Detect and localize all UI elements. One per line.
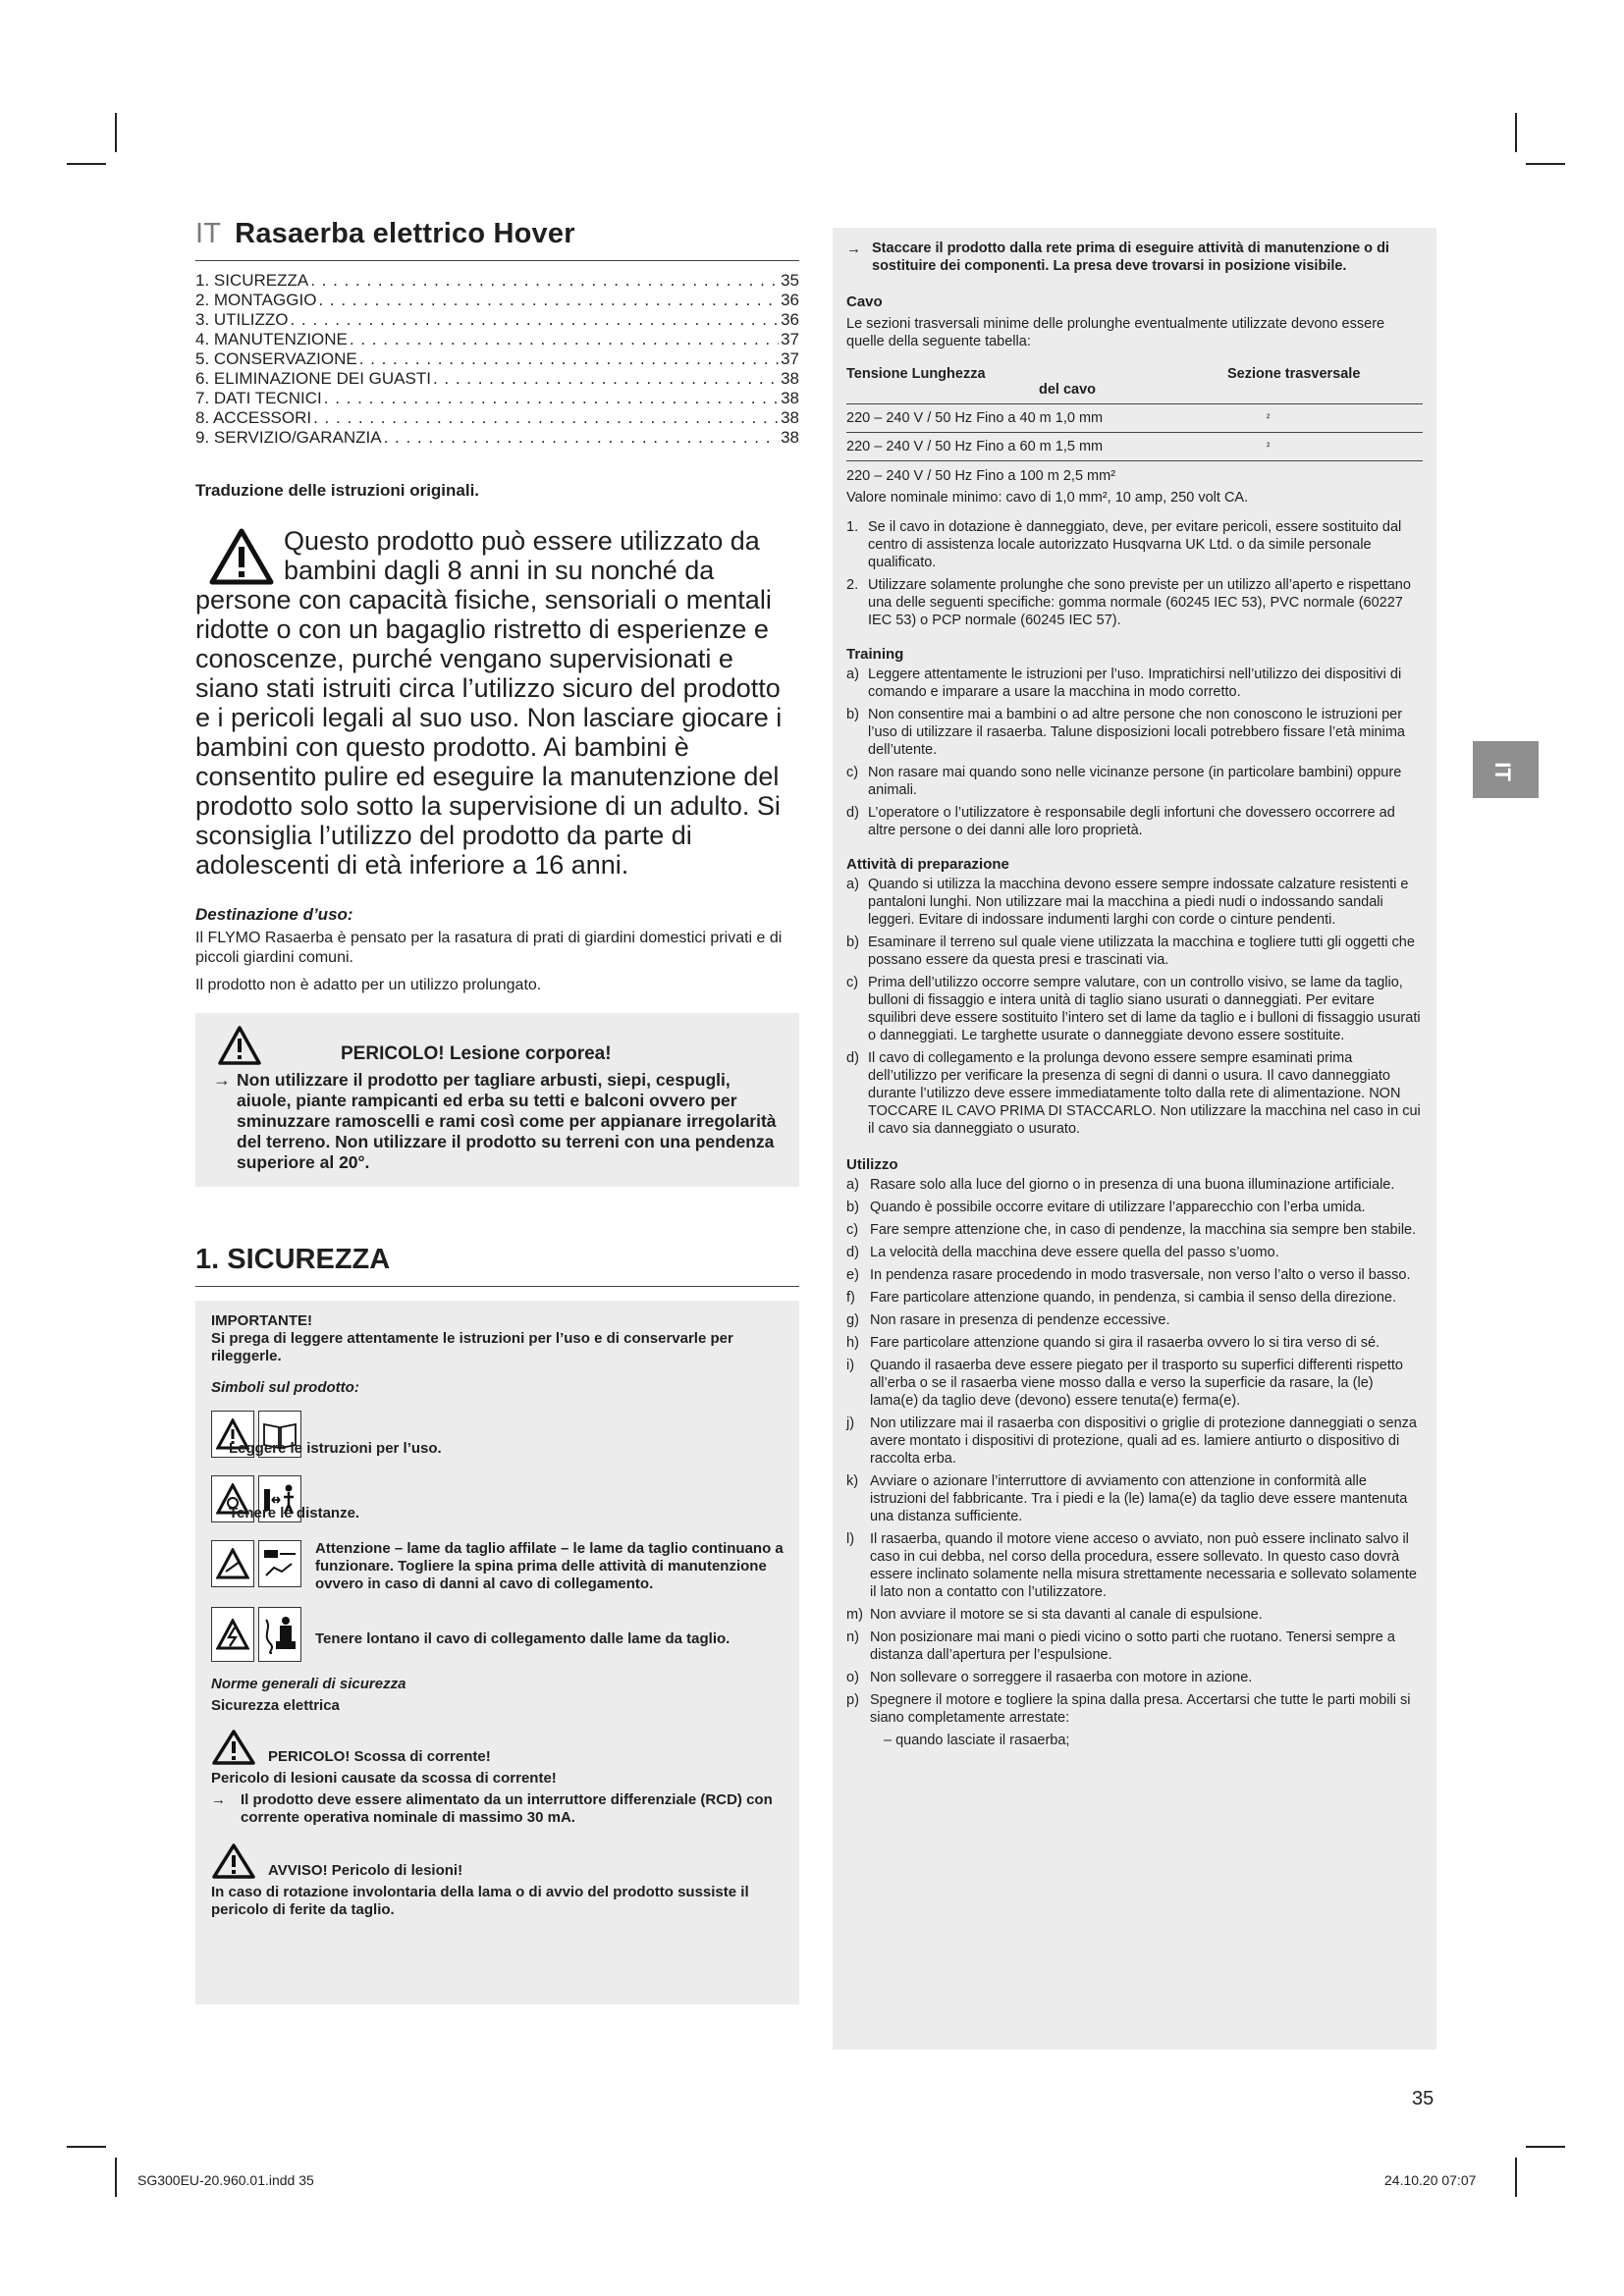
warning-icon [211, 1607, 254, 1662]
list-text: Se il cavo in dotazione è danneggiato, deve, per evitare pericoli, essere sostituito dal centro di assistenza locale autorizzato Husqvarna UK Ltd. o da simile personale qualificato. [868, 519, 1402, 570]
toc-row [195, 291, 799, 310]
list-item [846, 764, 1423, 799]
list-text: Non posizionare mai mani o piedi vicino o sotto parti che ruotano. Tenersi sempre a distanza dall’apertura per l’espulsione. [870, 1629, 1395, 1663]
title-rule [195, 260, 799, 261]
list-text: Fare particolare attenzione quando si gira il rasaerba ovvero lo si tira verso di sé. [870, 1335, 1380, 1351]
list-item [846, 1530, 1423, 1601]
sharp-blades-icon [258, 1540, 301, 1587]
toc-page: 38 [781, 369, 799, 388]
warning-icon [211, 1729, 256, 1766]
crop-mark [67, 163, 106, 165]
warning-icon [211, 1540, 254, 1587]
shock-subtitle: Pericolo di lesioni causate da scossa di corrente! [211, 1770, 557, 1787]
toc-row [195, 408, 799, 428]
list-key: j) [846, 1415, 855, 1431]
table-header [846, 360, 1423, 404]
list-item [846, 1199, 1423, 1216]
danger-title: PERICOLO! Lesione corporea! [341, 1043, 612, 1064]
important-text: Si prega di leggere attentamente le istruzioni per l’uso e di conservarle per rileggerle. [211, 1330, 733, 1364]
toc-row [195, 349, 799, 369]
list-item [846, 1691, 1423, 1727]
prep-heading: Attività di preparazione [846, 856, 1009, 873]
symbols-heading: Simboli sul prodotto: [211, 1379, 359, 1396]
list-item [846, 1472, 1423, 1525]
crop-mark [67, 2146, 106, 2148]
list-key: a) [846, 1177, 859, 1193]
list-text: Quando il rasaerba deve essere piegato per il trasporto su superfici differenti rispetto all’erba o se il rasaerba viene mosso dalla e verso la superficie da rasare, la (le) lama(e) da taglio deve (devono) essere tenuta(e) ferma(e). [870, 1358, 1403, 1409]
unplug-text: Staccare il prodotto dalla rete prima di eseguire attività di manutenzione o di sostituire dei componenti. La presa deve trovarsi in posizione visibile. [872, 240, 1389, 274]
toc-row [195, 271, 799, 291]
list-key: e) [846, 1267, 859, 1283]
list-item [846, 1049, 1423, 1138]
list-item [846, 1266, 1423, 1284]
danger-text: Non utilizzare il prodotto per tagliare arbusti, siepi, cespugli, aiuole, piante rampicanti ed erba su tetti e balconi ovvero per sminuzzare ramoscelli e rami così come per appianare irregolarità del terreno. Non utilizzare il prodotto su terreni con una pendenza superiore al 20°. [237, 1070, 777, 1172]
notice-warning [211, 1842, 784, 1880]
list-key: b) [846, 1200, 859, 1215]
cable-intro: Le sezioni trasversali minime delle prolunghe eventualmente utilizzate devono essere quelle della seguente tabella: [846, 316, 1385, 349]
table-cell: ² [1208, 433, 1423, 461]
list-key: p) [846, 1692, 859, 1708]
intended-use-heading: Destinazione d’uso: [195, 905, 353, 924]
list-text: Fare sempre attenzione che, in caso di pendenze, la macchina sia sempre ben stabile. [870, 1222, 1417, 1238]
cable-table [846, 360, 1423, 461]
table-header-cell [846, 360, 1208, 404]
cable-list [846, 518, 1423, 629]
unplug-item [846, 240, 1423, 275]
list-key: m) [846, 1607, 863, 1623]
list-text: Il rasaerba, quando il motore viene acceso o avviato, non può essere inclinato salvo il caso in cui debba, nel corso della procedura, essere sollevato. In questo caso dovrà essere inclinato solamente nella misura strettamente necessaria e sollevato solamente il lato non a contatto con l’utilizzatore. [870, 1531, 1417, 1600]
list-key: a) [846, 877, 859, 892]
toc-label: 6. ELIMINAZIONE DEI GUASTI [195, 369, 431, 388]
translation-note: Traduzione delle istruzioni originali. [195, 481, 480, 500]
list-text: Spegnere il motore e togliere la spina dalla presa. Accertarsi che tutte le parti mobili si siano completamente arrestate: [870, 1692, 1411, 1726]
toc-label: 9. SERVIZIO/GARANZIA [195, 428, 382, 447]
arrow-icon: → [213, 1070, 231, 1090]
list-text: Quando è possibile occorre evitare di utilizzare l’apparecchio con l’erba umida. [870, 1200, 1366, 1215]
list-key: h) [846, 1335, 859, 1351]
crop-mark [115, 2158, 117, 2197]
toc-leader [350, 330, 779, 349]
toc-page: 35 [781, 271, 799, 290]
table-of-contents [195, 271, 799, 448]
table-cell: 220 – 240 V / 50 Hz Fino a 40 m 1,0 mm [846, 404, 1208, 433]
list-text: Leggere attentamente le istruzioni per l’uso. Impratichirsi nell’utilizzo dei dispositivi di comando e imparare a usare la macchina in modo corretto. [868, 667, 1402, 700]
page-number: 35 [1412, 2088, 1435, 2109]
toc-row [195, 369, 799, 389]
use-heading: Utilizzo [846, 1156, 898, 1173]
crop-mark [1515, 113, 1517, 152]
list-text: In pendenza rasare procedendo in modo trasversale, non verso l’alto o verso il basso. [870, 1267, 1411, 1283]
list-item [846, 974, 1423, 1044]
cable-away-icon [258, 1607, 301, 1662]
list-key: g) [846, 1312, 859, 1328]
list-item [846, 1669, 1423, 1686]
toc-label: 2. MONTAGGIO [195, 291, 317, 309]
list-text: Non consentire mai a bambini o ad altre persone che non conoscono le istruzioni per l’uso di utilizzare il rasaerba. Talune disposizioni locali potrebbero fissare l’età minima dell’utente. [868, 707, 1405, 758]
intended-use-text [195, 929, 799, 968]
table-row [846, 433, 1423, 461]
toc-leader [359, 349, 779, 369]
page-title [195, 218, 799, 250]
symbol-row [211, 1540, 784, 1593]
list-text: Prima dell’utilizzo occorre sempre valutare, con un controllo visivo, se lame da taglio, bulloni di fissaggio e intera unità di taglio siano usurati o danneggiati. Per evitare squilibri deve essere sostituito l’intero set di lame da taglio e i bulloni di fissaggio usurati o danneggiati. Le targhette usurate o danneggiate devono essere sostituite. [868, 975, 1421, 1043]
toc-leader [384, 428, 780, 448]
rcd-item [211, 1791, 784, 1827]
use-list [846, 1176, 1423, 1727]
safety-box [195, 1301, 799, 2004]
list-item [846, 1289, 1423, 1307]
important-title: IMPORTANTE! [211, 1312, 313, 1329]
toc-page: 38 [781, 389, 799, 407]
toc-row [195, 428, 799, 448]
list-text: Esaminare il terreno sul quale viene utilizzata la macchina e togliere tutti gli oggetti che possano essere da questa presi e trascinati via. [868, 934, 1415, 968]
list-item [846, 518, 1423, 571]
toc-label: 5. CONSERVAZIONE [195, 349, 357, 368]
list-item [846, 1244, 1423, 1261]
list-item [846, 1176, 1423, 1194]
section-heading: 1. SICUREZZA [195, 1244, 391, 1275]
warning-icon [211, 1842, 256, 1880]
rcd-text: Il prodotto deve essere alimentato da un interruttore differenziale (RCD) con corrente operativa nominale di massimo 30 mA. [241, 1791, 773, 1826]
header-voltage-length: Tensione Lunghezza [846, 366, 986, 382]
list-item [846, 576, 1423, 629]
list-key: d) [846, 1245, 859, 1260]
title-text: Rasaerba elettrico Hover [235, 218, 575, 249]
list-key: d) [846, 1050, 859, 1066]
table-cell: ² [1208, 404, 1423, 433]
list-key: n) [846, 1629, 859, 1645]
danger-item [213, 1070, 782, 1173]
toc-label: 7. DATI TECNICI [195, 389, 322, 407]
list-text: Non rasare in presenza di pendenze eccessive. [870, 1312, 1170, 1328]
left-column [195, 218, 799, 2004]
training-list [846, 666, 1423, 839]
arrow-icon: → [211, 1791, 226, 1808]
list-key: b) [846, 707, 859, 722]
list-key: c) [846, 975, 859, 990]
nominal-value: Valore nominale minimo: cavo di 1,0 mm², 10 amp, 250 volt CA. [846, 490, 1249, 506]
symbols-list [211, 1411, 784, 1662]
toc-label: 3. UTILIZZO [195, 310, 289, 329]
list-item [846, 1415, 1423, 1468]
toc-label: 4. MANUTENZIONE [195, 330, 348, 348]
symbol-text: Leggere le istruzioni per l’uso. [229, 1440, 442, 1457]
warning-icon [209, 528, 274, 585]
header-section: Sezione trasversale [1208, 360, 1423, 404]
list-text: Avviare o azionare l’interruttore di avviamento con attenzione in conformità alle istruzioni del fabbricante. Tra i piedi e la (le) lama(e) da taglio deve essere mantenuta una distanza sufficiente. [870, 1473, 1408, 1524]
intended-use-rest: è pensato per la rasatura di prati di giardini domestici privati e di piccoli giardini comuni. [195, 930, 783, 966]
table-cell: 220 – 240 V / 50 Hz Fino a 60 m 1,5 mm [846, 433, 1208, 461]
list-key: d) [846, 805, 859, 821]
list-text: Rasare solo alla luce del giorno o in presenza di una buona illuminazione artificiale. [870, 1177, 1395, 1193]
prep-list [846, 876, 1423, 1138]
footer-date: 24.10.20 07:07 [1384, 2172, 1477, 2188]
list-key: c) [846, 1222, 859, 1238]
crop-mark [1526, 163, 1565, 165]
list-text: La velocità della macchina deve essere quella del passo s’uomo. [870, 1245, 1279, 1260]
list-key: 1. [846, 519, 859, 535]
language-side-tab [1473, 741, 1539, 798]
children-warning [195, 526, 799, 880]
warning-icon [217, 1025, 262, 1066]
list-key: k) [846, 1473, 859, 1489]
cable-heading: Cavo [846, 294, 883, 310]
toc-leader [290, 310, 779, 330]
toc-row [195, 330, 799, 349]
intended-use-note: Il prodotto non è adatto per un utilizzo prolungato. [195, 977, 542, 993]
list-key: b) [846, 934, 859, 950]
toc-leader [310, 271, 779, 291]
toc-row [195, 389, 799, 408]
footer-file: SG300EU-20.960.01.indd 35 [137, 2172, 314, 2188]
toc-page: 38 [781, 428, 799, 447]
list-key: l) [846, 1531, 855, 1547]
crop-mark [1526, 2146, 1565, 2148]
list-key: c) [846, 765, 859, 780]
symbol-row [211, 1607, 784, 1662]
list-text: Quando si utilizza la macchina devono essere sempre indossate calzature resistenti e pantaloni lunghi. Non utilizzare mai la macchina a piedi nudi o indossando sandali leggeri. Evitare di indossare indumenti larghi con corde o cinture pendenti. [868, 877, 1409, 928]
list-text: Non sollevare o sorreggere il rasaerba con motore in azione. [870, 1670, 1253, 1685]
symbol-text: Tenere le distanze. [229, 1505, 360, 1522]
toc-leader [433, 369, 779, 389]
list-key: o) [846, 1670, 859, 1685]
list-text: Fare particolare attenzione quando, in pendenza, si cambia il senso della direzione. [870, 1290, 1397, 1306]
list-item [846, 804, 1423, 839]
symbol-text: Attenzione – lame da taglio affilate – le lame da taglio continuano a funzionare. Togliere la spina prima delle attività di manutenzione ovvero in caso di danni al cavo di collegamento. [315, 1540, 784, 1592]
list-text: L’operatore o l’utilizzatore è responsabile degli infortuni che dovessero occorrere ad altre persone o dei danni alle loro proprietà. [868, 805, 1395, 838]
list-text: Non avviare il motore se si sta davanti al canale di espulsione. [870, 1607, 1263, 1623]
list-key: a) [846, 667, 859, 682]
list-item [846, 706, 1423, 759]
list-key: f) [846, 1290, 855, 1306]
list-item [846, 666, 1423, 701]
shock-title: PERICOLO! Scossa di corrente! [268, 1748, 491, 1765]
list-item [846, 1606, 1423, 1624]
notice-text: In caso di rotazione involontaria della lama o di avvio del prodotto sussiste il pericolo di ferite da taglio. [211, 1884, 749, 1918]
toc-leader [324, 389, 779, 408]
toc-page: 37 [781, 330, 799, 348]
training-heading: Training [846, 646, 904, 663]
intended-use-prefix: Il [195, 930, 208, 946]
toc-row [195, 310, 799, 330]
list-item [846, 1334, 1423, 1352]
list-key: 2. [846, 577, 859, 593]
toc-leader [313, 408, 779, 428]
list-item [846, 876, 1423, 929]
list-item [846, 1629, 1423, 1664]
table-last-row: 220 – 240 V / 50 Hz Fino a 100 m 2,5 mm² [846, 468, 1116, 484]
notice-title: AVVISO! Pericolo di lesioni! [268, 1862, 463, 1879]
toc-page: 36 [781, 310, 799, 329]
electric-heading: Sicurezza elettrica [211, 1697, 340, 1714]
symbol-text: Tenere lontano il cavo di collegamento dalle lame da taglio. [315, 1630, 731, 1647]
use-last: – quando lasciate il rasaerba; [884, 1733, 1070, 1748]
section-rule [195, 1286, 799, 1287]
language-tag: IT [195, 218, 222, 249]
list-text: Non utilizzare mai il rasaerba con dispositivi o griglie di protezione danneggiati o senza avere montato i dispositivi di protezione, quali ad es. lamiere antiurto o dispositivo di raccolta erba. [870, 1415, 1417, 1467]
list-key: i) [846, 1358, 855, 1373]
toc-page: 38 [781, 408, 799, 427]
toc-label: 8. ACCESSORI [195, 408, 312, 427]
list-text: Non rasare mai quando sono nelle vicinanze persone (in particolare bambini) oppure animali. [868, 765, 1402, 798]
header-cable: del cavo [1039, 382, 1097, 398]
list-item [846, 1357, 1423, 1410]
shock-warning [211, 1729, 784, 1766]
list-text: Utilizzare solamente prolunghe che sono previste per un utilizzo all’aperto e rispettano una delle seguenti specifiche: gomma normale (60245 IEC 53), PVC normale (60227 IEC 53) o PCP normale (60245 IEC 57). [868, 577, 1411, 628]
crop-mark [1515, 2158, 1517, 2197]
brand-name: FLYMO Rasaerba [207, 930, 334, 946]
list-item [846, 1311, 1423, 1329]
children-warning-text: Questo prodotto può essere utilizzato da bambini dagli 8 anni in su nonché da persone con capacità fisiche, sensoriali o mentali ridotte o con un bagaglio ristretto di esperienze e conoscenze, purché vengano supervisionati e siano stati istruiti circa l’utilizzo sicuro del prodotto e i pericoli legali al suo uso. Non lasciare giocare i bambini con questo prodotto. Ai bambini è consentito pulire ed eseguire la manutenzione del prodotto solo sotto la supervisione di un adulto. Si sconsiglia l’utilizzo del prodotto da parte di adolescenti di età inferiore a 16 anni. [195, 526, 783, 880]
toc-page: 37 [781, 349, 799, 368]
toc-label: 1. SICUREZZA [195, 271, 309, 290]
list-item [846, 934, 1423, 969]
table-row [846, 404, 1423, 433]
list-text: Il cavo di collegamento e la prolunga devono essere sempre esaminati prima dell’utilizzo per verificare la presenza di segni di danni o usura. Il cavo danneggiato durante l’utilizzo deve essere immediatamente tolto dalla rete di alimentazione. NON TOCCARE IL CAVO PRIMA DI STACCARLO. Non utilizzare la macchina nel caso in cui il cavo sia danneggiato o usurato. [868, 1050, 1421, 1137]
danger-box [195, 1013, 799, 1187]
toc-page: 36 [781, 291, 799, 309]
side-tab-label: IT [1489, 762, 1515, 781]
arrow-icon: → [846, 240, 861, 257]
crop-mark [115, 113, 117, 152]
right-column [833, 228, 1436, 2050]
general-heading: Norme generali di sicurezza [211, 1676, 406, 1692]
list-item [846, 1221, 1423, 1239]
toc-leader [318, 291, 779, 310]
